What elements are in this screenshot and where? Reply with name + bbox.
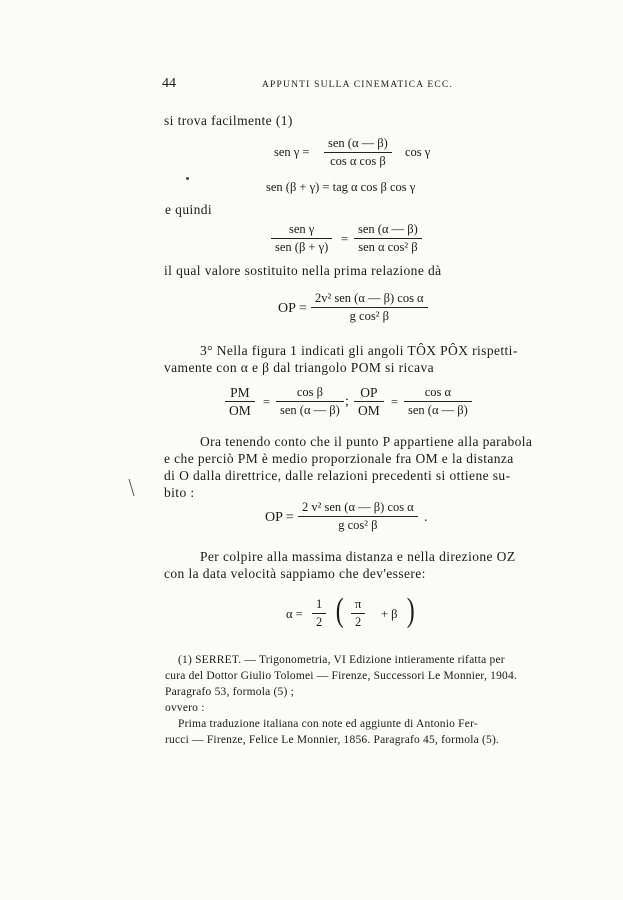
eq3-num1: sen γ — [288, 222, 315, 236]
page-number: 44 — [162, 76, 176, 91]
eq6-fraction — [298, 500, 418, 533]
eq7-plus-beta: + β — [381, 607, 398, 621]
eq1-numerator: sen (α — β) — [328, 136, 388, 150]
eq7-right-paren: ) — [406, 592, 415, 629]
eq7-num1: 1 — [316, 597, 323, 611]
text-line: si trova facilmente (1) — [164, 113, 293, 128]
eq4-fraction — [311, 291, 428, 324]
eq5-den2: sen (α — β) — [280, 403, 340, 417]
eq7-num2: π — [355, 597, 362, 611]
eq5-den4: sen (α — β) — [408, 403, 468, 417]
eq5-num4: cos α — [424, 385, 452, 399]
scan-speck — [186, 177, 189, 180]
eq6-lhs: OP = — [265, 510, 294, 525]
eq7-lhs: α = — [286, 607, 303, 621]
eq3-den2: sen α cos² β — [358, 240, 418, 254]
eq5-equals: = — [391, 395, 399, 409]
text-line: 3° Nella figura 1 indicati gli angoli TÔX PÔX rispetti- — [200, 343, 518, 358]
eq5-num2: cos β — [296, 385, 323, 399]
eq7-fraction-half — [312, 597, 326, 630]
eq7-den2: 2 — [355, 615, 362, 629]
eq1-fraction — [324, 136, 392, 169]
eq3-equals: = — [341, 232, 349, 246]
running-title: APPUNTI SULLA CINEMATICA ECC. — [262, 80, 454, 90]
eq4-numerator: 2v² sen (α — β) cos α — [315, 291, 424, 305]
footnote-line: rucci — Firenze, Felice Le Monnier, 1856. Paragrafo 45, formola (5). — [165, 734, 500, 746]
text-line: e che perciò PM è medio proporzionale fra OM e la distanza — [164, 451, 514, 466]
eq4-lhs: OP = — [278, 301, 307, 316]
footnote-line: ovvero : — [165, 702, 205, 714]
eq5-equals: = — [263, 395, 271, 409]
text-line: con la data velocità sappiamo che dev'essere: — [164, 566, 426, 581]
text-line: bito : — [164, 485, 195, 500]
eq5-frac-op-om — [354, 385, 384, 418]
eq7-left-paren: ( — [335, 592, 344, 629]
text-line: di O dalla direttrice, dalle relazioni precedenti si ottiene su- — [164, 468, 511, 483]
eq3-fraction-right — [354, 222, 422, 255]
eq5-num3: OP — [360, 385, 378, 400]
eq4-denominator: g cos² β — [349, 309, 389, 323]
eq6-denominator: g cos² β — [338, 518, 378, 532]
eq5-den1: OM — [229, 403, 251, 418]
eq6-period: . — [424, 510, 428, 525]
eq6-numerator: 2 v² sen (α — β) cos α — [302, 500, 414, 514]
eq5-frac-cos-beta — [276, 385, 344, 418]
footnote-line: Paragrafo 53, formola (5) ; — [165, 686, 294, 698]
text-line: e quindi — [165, 202, 213, 217]
eq3-fraction-left — [271, 222, 332, 255]
eq3-num2: sen (α — β) — [358, 222, 418, 236]
text-line: vamente con α e β dal triangolo POM si ricava — [164, 360, 434, 375]
eq5-num1: PM — [230, 385, 250, 400]
eq5-frac-pm-om — [225, 385, 255, 418]
eq5-frac-cos-alpha — [404, 385, 472, 418]
footnote-line: (1) SERRET. — Trigonometria, VI Edizione intieramente rifatta per — [178, 654, 505, 666]
eq5-den3: OM — [358, 403, 380, 418]
text-line: il qual valore sostituito nella prima relazione dà — [164, 263, 442, 278]
text-line: Per colpire alla massima distanza e nella direzione OZ — [200, 549, 516, 564]
eq1-denominator: cos α cos β — [330, 154, 386, 168]
eq1-lhs: sen γ = — [274, 145, 310, 159]
eq1-rhs: cos γ — [405, 145, 431, 159]
eq2: sen (β + γ) = tag α cos β cos γ — [266, 180, 416, 194]
scan-mark — [128, 478, 136, 498]
footnote-line: cura del Dottor Giulio Tolomei — Firenze, Successori Le Monnier, 1904. — [165, 670, 518, 682]
footnote-line: Prima traduzione italiana con note ed aggiunte di Antonio Fer- — [178, 718, 478, 730]
eq5-separator: ; — [345, 394, 349, 409]
eq7-den1: 2 — [316, 615, 323, 629]
eq7-fraction-pi — [351, 597, 365, 630]
eq3-den1: sen (β + γ) — [275, 240, 329, 254]
text-line: Ora tenendo conto che il punto P appartiene alla parabola — [200, 434, 533, 449]
